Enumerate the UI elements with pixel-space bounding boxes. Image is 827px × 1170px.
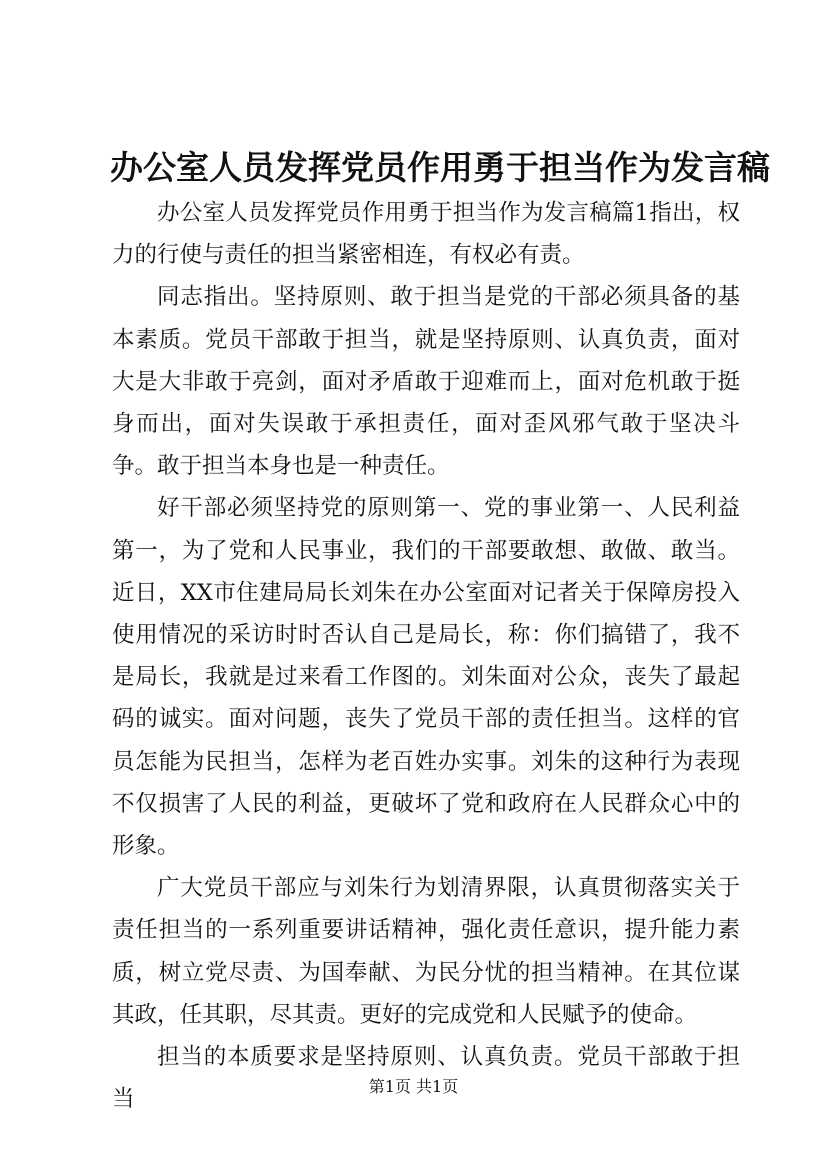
paragraph-2: 同志指出。坚持原则、敢于担当是党的干部必须具备的基本素质。党员干部敢于担当，就是坚持原则、认真负责，面对大是大非敢于亮剑，面对矛盾敢于迎难而上，面对危机敢于挺身而出，面对失误敢于承担责任，面对歪风邪气敢于坚决斗争。敢于担当本身也是一种责任。 (112, 284, 740, 480)
paragraph-3: 好干部必须坚持党的原则第一、党的事业第一、人民利益第一，为了党和人民事业，我们的干部要敢想、敢做、敢当。近日，XX市住建局局长刘朱在办公室面对记者关于保障房投入使用情况的采访时时否认自己是局长，称：你们搞错了，我不是局长，我就是过来看工作图的。刘朱面对公众，丧失了最起码的诚实。面对问题，丧失了党员干部的责任担当。这样的官员怎能为民担当，怎样为老百姓办实事。刘朱的这种行为表现不仅损害了人民的利益，更破坏了党和政府在人民群众心中的形象。 (112, 495, 740, 860)
paragraph-5: 担当的本质要求是坚持原则、认真负责。党员干部敢于担当 (112, 1044, 740, 1113)
document-title: 办公室人员发挥党员作用勇于担当作为发言稿 (110, 148, 770, 187)
paragraph-4: 广大党员干部应与刘朱行为划清界限，认真贯彻落实关于责任担当的一系列重要讲话精神，强化责任意识，提升能力素质，树立党尽责、为国奉献、为民分忧的担当精神。在其位谋其政，任其职，尽其责。更好的完成党和人民赋予的使命。 (112, 875, 740, 1028)
page-footer: 第1页 共1页 (368, 1077, 459, 1096)
paragraph-1: 办公室人员发挥党员作用勇于担当作为发言稿篇1指出，权力的行使与责任的担当紧密相连，有权必有责。 (112, 200, 740, 269)
document-body (112, 192, 740, 1120)
